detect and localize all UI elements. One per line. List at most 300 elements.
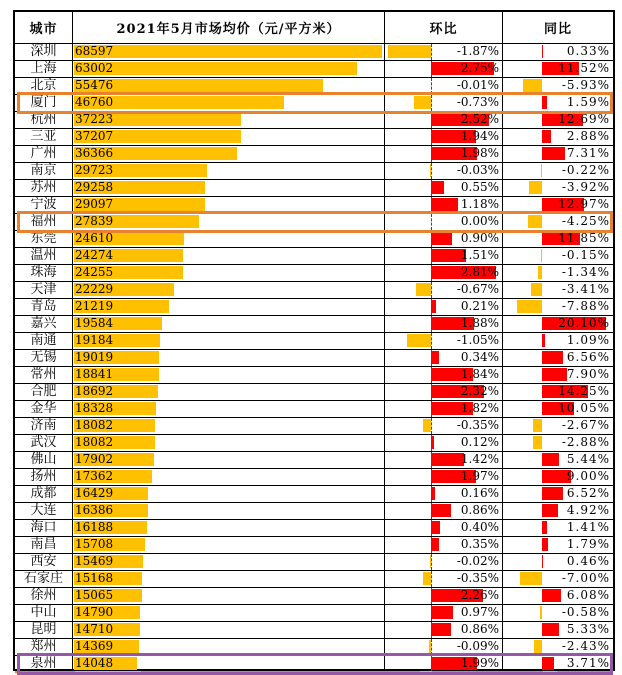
yoy-value: 6.56%	[566, 350, 610, 364]
mom-value: 0.21%	[460, 299, 499, 313]
yoy-cell	[503, 435, 613, 451]
yoy-value: 2.88%	[566, 129, 610, 143]
price-value: 68597	[75, 44, 114, 58]
mom-cell	[385, 231, 503, 247]
mom-cell	[385, 401, 503, 417]
mom-cell	[385, 333, 503, 349]
mom-cell	[385, 282, 503, 298]
price-value: 19584	[75, 316, 114, 330]
mom-value: 0.00%	[460, 214, 499, 228]
price-cell	[73, 367, 385, 383]
price-cell	[73, 146, 385, 162]
price-value: 14710	[75, 622, 114, 636]
yoy-value: -2.67%	[561, 418, 610, 432]
price-cell	[73, 282, 385, 298]
price-value: 14048	[75, 656, 114, 670]
price-cell	[73, 214, 385, 230]
city-name: 三亚	[30, 129, 57, 144]
table-row	[15, 44, 613, 61]
city-name: 嘉兴	[30, 316, 57, 331]
price-cell	[73, 180, 385, 196]
city-cell	[15, 61, 73, 77]
yoy-cell	[503, 520, 613, 536]
yoy-cell	[503, 350, 613, 366]
table-row	[15, 384, 613, 401]
price-cell	[73, 537, 385, 553]
city-cell	[15, 367, 73, 383]
mom-value: 2.32%	[460, 384, 499, 398]
yoy-cell	[503, 129, 613, 145]
yoy-value: 9.00%	[566, 469, 610, 483]
yoy-cell	[503, 44, 613, 60]
city-cell	[15, 316, 73, 332]
city-cell	[15, 622, 73, 638]
city-name: 佛山	[30, 452, 57, 467]
table-row	[15, 401, 613, 418]
mom-value: 1.98%	[460, 146, 499, 160]
table-row	[15, 452, 613, 469]
table-row	[15, 214, 613, 231]
price-value: 36366	[75, 146, 114, 160]
mom-value: -0.09%	[456, 639, 499, 653]
price-cell	[73, 112, 385, 128]
city-cell	[15, 282, 73, 298]
yoy-cell	[503, 282, 613, 298]
table-row	[15, 435, 613, 452]
mom-value: 1.99%	[460, 656, 499, 670]
yoy-value: -0.15%	[561, 248, 610, 262]
price-value: 29258	[75, 180, 114, 194]
mom-value: 2.26%	[460, 588, 499, 602]
mom-cell	[385, 214, 503, 230]
price-cell	[73, 333, 385, 349]
mom-cell	[385, 486, 503, 502]
table-row	[15, 146, 613, 163]
yoy-value: 12.97%	[558, 197, 610, 211]
mom-cell	[385, 503, 503, 519]
yoy-cell	[503, 180, 613, 196]
price-cell	[73, 622, 385, 638]
mom-value: 1.18%	[460, 197, 499, 211]
table-row	[15, 469, 613, 486]
yoy-cell	[503, 367, 613, 383]
yoy-cell	[503, 231, 613, 247]
price-value: 22229	[75, 282, 114, 296]
mom-value: 1.82%	[460, 401, 499, 415]
mom-cell	[385, 350, 503, 366]
price-cell	[73, 639, 385, 655]
mom-value: -1.05%	[456, 333, 499, 347]
yoy-cell	[503, 299, 613, 315]
table-row	[15, 78, 613, 95]
yoy-cell	[503, 605, 613, 621]
price-value: 21219	[75, 299, 114, 313]
city-name: 徐州	[30, 588, 57, 603]
mom-cell	[385, 248, 503, 264]
yoy-value: -1.34%	[561, 265, 610, 279]
mom-value: -0.01%	[456, 78, 499, 92]
mom-cell	[385, 520, 503, 536]
price-value: 17362	[75, 469, 114, 483]
price-cell	[73, 231, 385, 247]
city-cell	[15, 452, 73, 468]
yoy-value: 4.92%	[566, 503, 610, 517]
yoy-cell	[503, 588, 613, 604]
mom-value: 0.86%	[460, 622, 499, 636]
price-value: 17902	[75, 452, 114, 466]
mom-cell	[385, 588, 503, 604]
mom-cell	[385, 639, 503, 655]
price-cell	[73, 554, 385, 570]
mom-cell	[385, 163, 503, 179]
table-row	[15, 333, 613, 350]
yoy-cell	[503, 622, 613, 638]
mom-value: 0.40%	[460, 520, 499, 534]
header-yoy: 同比	[543, 22, 572, 37]
table-row	[15, 248, 613, 265]
yoy-cell	[503, 333, 613, 349]
mom-value: 0.55%	[460, 180, 499, 194]
yoy-value: 7.31%	[566, 146, 610, 160]
city-cell	[15, 571, 73, 587]
mom-value: 0.35%	[460, 537, 499, 551]
city-name: 泉州	[30, 656, 57, 671]
yoy-cell	[503, 418, 613, 434]
city-cell	[15, 554, 73, 570]
city-name: 石家庄	[23, 571, 63, 586]
price-value: 46760	[75, 95, 114, 109]
header-price: 2021年5月市场均价（元/平方米）	[73, 12, 385, 43]
yoy-value: 11.85%	[558, 231, 610, 245]
yoy-cell	[503, 146, 613, 162]
mom-cell	[385, 265, 503, 281]
price-value: 37207	[75, 129, 114, 143]
price-value: 14790	[75, 605, 114, 619]
mom-value: 1.51%	[460, 248, 499, 262]
city-name: 成都	[30, 486, 57, 501]
yoy-value: 0.33%	[566, 44, 610, 58]
city-cell	[15, 401, 73, 417]
yoy-value: 1.09%	[566, 333, 610, 347]
yoy-cell	[503, 112, 613, 128]
table-row	[15, 554, 613, 571]
city-cell	[15, 146, 73, 162]
price-cell	[73, 571, 385, 587]
yoy-cell	[503, 401, 613, 417]
price-cell	[73, 197, 385, 213]
mom-cell	[385, 316, 503, 332]
price-value: 19184	[75, 333, 114, 347]
city-cell	[15, 44, 73, 60]
mom-cell	[385, 605, 503, 621]
price-value: 16429	[75, 486, 114, 500]
city-cell	[15, 95, 73, 111]
price-cell	[73, 78, 385, 94]
price-value: 24274	[75, 248, 114, 262]
mom-cell	[385, 622, 503, 638]
price-cell	[73, 265, 385, 281]
mom-cell	[385, 571, 503, 587]
price-value: 18692	[75, 384, 114, 398]
price-value: 14369	[75, 639, 114, 653]
yoy-value: -3.41%	[561, 282, 610, 296]
price-cell	[73, 61, 385, 77]
city-name: 合肥	[30, 384, 57, 399]
mom-value: 0.34%	[460, 350, 499, 364]
yoy-cell	[503, 469, 613, 485]
price-cell	[73, 384, 385, 400]
table-row	[15, 520, 613, 537]
city-name: 福州	[30, 214, 57, 229]
mom-cell	[385, 537, 503, 553]
city-name: 杭州	[30, 112, 57, 127]
yoy-cell	[503, 265, 613, 281]
price-cell	[73, 129, 385, 145]
mom-cell	[385, 554, 503, 570]
mom-value: 1.42%	[460, 452, 499, 466]
price-value: 24610	[75, 231, 114, 245]
city-cell	[15, 588, 73, 604]
city-name: 天津	[30, 282, 57, 297]
table-row	[15, 231, 613, 248]
city-cell	[15, 163, 73, 179]
yoy-cell	[503, 316, 613, 332]
yoy-value: 1.41%	[566, 520, 610, 534]
table-row	[15, 367, 613, 384]
yoy-value: -0.58%	[561, 605, 610, 619]
price-cell	[73, 248, 385, 264]
yoy-value: 6.08%	[566, 588, 610, 602]
yoy-value: 6.52%	[566, 486, 610, 500]
yoy-cell	[503, 503, 613, 519]
yoy-cell	[503, 571, 613, 587]
mom-value: 0.16%	[460, 486, 499, 500]
city-name: 广州	[30, 146, 57, 161]
yoy-value: 5.44%	[566, 452, 610, 466]
price-value: 18082	[75, 418, 114, 432]
price-cell	[73, 503, 385, 519]
price-cell	[73, 350, 385, 366]
table-row	[15, 197, 613, 214]
city-name: 无锡	[30, 350, 57, 365]
price-value: 18082	[75, 435, 114, 449]
table-row	[15, 95, 613, 112]
mom-value: 1.88%	[460, 316, 499, 330]
price-value: 15469	[75, 554, 114, 568]
price-bar	[74, 62, 357, 75]
yoy-value: 20.10%	[558, 316, 610, 330]
mom-cell	[385, 197, 503, 213]
mom-value: -1.87%	[456, 44, 499, 58]
yoy-cell	[503, 248, 613, 264]
mom-cell	[385, 299, 503, 315]
table-row	[15, 112, 613, 129]
yoy-cell	[503, 486, 613, 502]
table-row	[15, 163, 613, 180]
mom-value: 0.86%	[460, 503, 499, 517]
price-value: 15065	[75, 588, 114, 602]
yoy-value: -3.92%	[561, 180, 610, 194]
mom-cell	[385, 180, 503, 196]
city-name: 青岛	[30, 299, 57, 314]
table-row	[15, 129, 613, 146]
city-cell	[15, 333, 73, 349]
city-name: 东莞	[30, 231, 57, 246]
table-row	[15, 418, 613, 435]
city-name: 厦门	[30, 95, 57, 110]
table-row	[15, 316, 613, 333]
yoy-cell	[503, 554, 613, 570]
price-table	[13, 10, 615, 671]
city-name: 苏州	[30, 180, 57, 195]
city-name: 金华	[30, 401, 57, 416]
city-cell	[15, 418, 73, 434]
header-mom: 环比	[385, 12, 503, 43]
price-value: 16386	[75, 503, 114, 517]
yoy-value: -7.00%	[561, 571, 610, 585]
price-value: 24255	[75, 265, 114, 279]
yoy-value: -0.22%	[561, 163, 610, 177]
city-cell	[15, 112, 73, 128]
price-value: 18841	[75, 367, 114, 381]
yoy-value: -2.43%	[561, 639, 610, 653]
table-row	[15, 571, 613, 588]
city-name: 南京	[30, 163, 57, 178]
city-cell	[15, 435, 73, 451]
city-cell	[15, 231, 73, 247]
price-value: 55476	[75, 78, 114, 92]
table-row	[15, 299, 613, 316]
yoy-value: 3.71%	[566, 656, 610, 670]
city-cell	[15, 537, 73, 553]
city-cell	[15, 503, 73, 519]
table-row	[15, 588, 613, 605]
mom-value: 0.97%	[460, 605, 499, 619]
city-name: 北京	[30, 78, 57, 93]
mom-cell	[385, 469, 503, 485]
table-body	[15, 44, 613, 673]
city-cell	[15, 214, 73, 230]
yoy-value: -2.88%	[561, 435, 610, 449]
mom-value: -0.73%	[456, 95, 499, 109]
yoy-cell	[503, 197, 613, 213]
city-cell	[15, 520, 73, 536]
price-cell	[73, 44, 385, 60]
price-cell	[73, 469, 385, 485]
yoy-value: 12.69%	[558, 112, 610, 126]
yoy-value: 1.59%	[566, 95, 610, 109]
mom-cell	[385, 452, 503, 468]
city-name: 西安	[30, 554, 57, 569]
mom-cell	[385, 112, 503, 128]
table-row	[15, 622, 613, 639]
yoy-cell	[503, 214, 613, 230]
mom-cell	[385, 656, 503, 673]
city-cell	[15, 248, 73, 264]
city-name: 上海	[30, 61, 57, 76]
price-value: 63002	[75, 61, 114, 75]
price-value: 29723	[75, 163, 114, 177]
city-name: 温州	[30, 248, 57, 263]
mom-value: -0.03%	[456, 163, 499, 177]
price-cell	[73, 588, 385, 604]
mom-value: -0.02%	[456, 554, 499, 568]
yoy-value: 7.90%	[566, 367, 610, 381]
table-row	[15, 486, 613, 503]
city-name: 大连	[30, 503, 57, 518]
price-value: 37223	[75, 112, 114, 126]
yoy-cell	[503, 61, 613, 77]
city-name: 昆明	[30, 622, 57, 637]
city-cell	[15, 384, 73, 400]
mom-cell	[385, 146, 503, 162]
yoy-cell	[503, 452, 613, 468]
yoy-value: -5.93%	[561, 78, 610, 92]
table-row	[15, 503, 613, 520]
city-name: 中山	[30, 605, 57, 620]
city-name: 南昌	[30, 537, 57, 552]
city-name: 宁波	[30, 197, 57, 212]
mom-value: 2.52%	[460, 112, 499, 126]
price-value: 27839	[75, 214, 114, 228]
table-row	[15, 282, 613, 299]
price-value: 19019	[75, 350, 114, 364]
price-cell	[73, 486, 385, 502]
city-name: 扬州	[30, 469, 57, 484]
city-cell	[15, 639, 73, 655]
price-cell	[73, 452, 385, 468]
mom-cell	[385, 78, 503, 94]
table-row	[15, 605, 613, 622]
yoy-cell	[503, 537, 613, 553]
mom-value: 2.75%	[460, 61, 499, 75]
city-cell	[15, 197, 73, 213]
yoy-value: 1.79%	[566, 537, 610, 551]
city-name: 珠海	[30, 265, 57, 280]
yoy-cell	[503, 639, 613, 655]
price-bar	[74, 45, 382, 58]
mom-cell	[385, 418, 503, 434]
yoy-value: 14.25%	[558, 384, 610, 398]
price-cell	[73, 316, 385, 332]
city-cell	[15, 180, 73, 196]
price-value: 18328	[75, 401, 114, 415]
city-name: 郑州	[30, 639, 57, 654]
mom-value: 0.12%	[460, 435, 499, 449]
mom-cell	[385, 61, 503, 77]
city-cell	[15, 299, 73, 315]
price-value: 29097	[75, 197, 114, 211]
mom-value: -0.67%	[456, 282, 499, 296]
city-name: 济南	[30, 418, 57, 433]
mom-value: 0.90%	[460, 231, 499, 245]
mom-cell	[385, 384, 503, 400]
city-cell	[15, 265, 73, 281]
mom-cell	[385, 95, 503, 111]
city-cell	[15, 486, 73, 502]
yoy-cell	[503, 163, 613, 179]
yoy-value: -7.88%	[561, 299, 610, 313]
mom-value: 1.97%	[460, 469, 499, 483]
city-name: 深圳	[30, 44, 57, 59]
price-cell	[73, 95, 385, 111]
yoy-value: 0.46%	[566, 554, 610, 568]
table-row	[15, 537, 613, 554]
mom-cell	[385, 44, 503, 60]
city-name: 常州	[30, 367, 57, 382]
yoy-cell	[503, 78, 613, 94]
price-value: 15168	[75, 571, 114, 585]
